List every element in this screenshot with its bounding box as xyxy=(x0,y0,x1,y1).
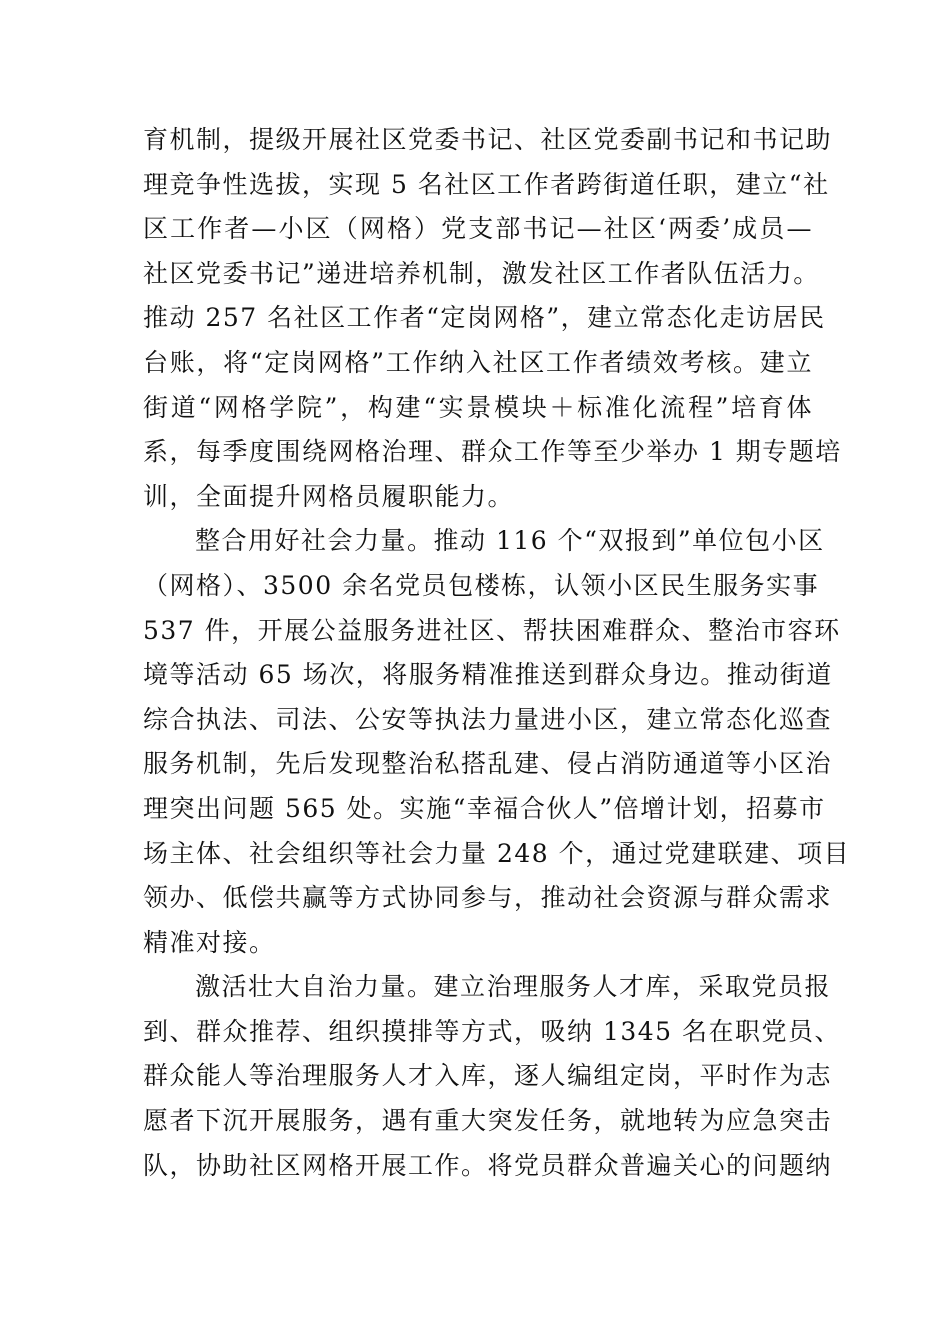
text-line: 场主体、社会组织等社会力量 248 个，通过党建联建、项目 xyxy=(143,838,851,868)
body-text xyxy=(143,118,851,1188)
paragraph-3 xyxy=(143,965,842,1188)
text-line: 推动 257 名社区工作者“定岗网格”，建立常态化走访居民 xyxy=(143,303,826,333)
text-line: 群众能人等治理服务人才入库，逐人编组定岗，平时作为志 xyxy=(143,1061,833,1091)
text-line: 综合执法、司法、公安等执法力量进小区，建立常态化巡查 xyxy=(143,704,833,734)
text-line: （网格）、3500 余名党员包楼栋，认领小区民生服务实事 xyxy=(143,570,820,600)
text-line: 台账，将“定岗网格”工作纳入社区工作者绩效考核。建立 xyxy=(143,347,813,377)
text-line: 社区党委书记”递进培养机制，激发社区工作者队伍活力。 xyxy=(143,258,820,288)
text-line: 激活壮大自治力量。建立治理服务人才库，采取党员报 xyxy=(195,972,832,1002)
text-line: 精准对接。 xyxy=(143,927,276,957)
text-line: 队，协助社区网格开展工作。将党员群众普遍关心的问题纳 xyxy=(143,1150,833,1180)
text-line: 育机制，提级开展社区党委书记、社区党委副书记和书记助 xyxy=(143,125,833,154)
text-line: 愿者下沉开展服务，遇有重大突发任务，就地转为应急突击 xyxy=(143,1106,833,1136)
paragraph-1 xyxy=(143,118,842,519)
text-line: 系，每季度围绕网格治理、群众工作等至少举办 1 期专题培 xyxy=(143,437,842,467)
text-line: 整合用好社会力量。推动 116 个“双报到”单位包小区 xyxy=(195,526,825,556)
text-line: 理竞争性选拔，实现 5 名社区工作者跨街道任职，建立“社 xyxy=(143,169,830,199)
text-line: 537 件，开展公益服务进社区、帮扶困难群众、整治市容环 xyxy=(143,615,841,645)
text-line: 街道“网格学院”，构建“实景模块＋标准化流程”培育体 xyxy=(143,392,814,422)
text-line: 训，全面提升网格员履职能力。 xyxy=(143,481,515,511)
paragraph-2 xyxy=(143,519,851,965)
text-line: 到、群众推荐、组织摸排等方式，吸纳 1345 名在职党员、 xyxy=(143,1016,842,1046)
text-line: 区工作者—小区（网格）党支部书记—社区‘两委’成员— xyxy=(143,214,813,244)
text-line: 服务机制，先后发现整治私搭乱建、侵占消防通道等小区治 xyxy=(143,749,833,779)
text-line: 境等活动 65 场次，将服务精准推送到群众身边。推动街道 xyxy=(143,660,833,690)
text-line: 理突出问题 565 处。实施“幸福合伙人”倍增计划，招募市 xyxy=(143,793,826,823)
text-line: 领办、低偿共赢等方式协同参与，推动社会资源与群众需求 xyxy=(143,883,833,913)
